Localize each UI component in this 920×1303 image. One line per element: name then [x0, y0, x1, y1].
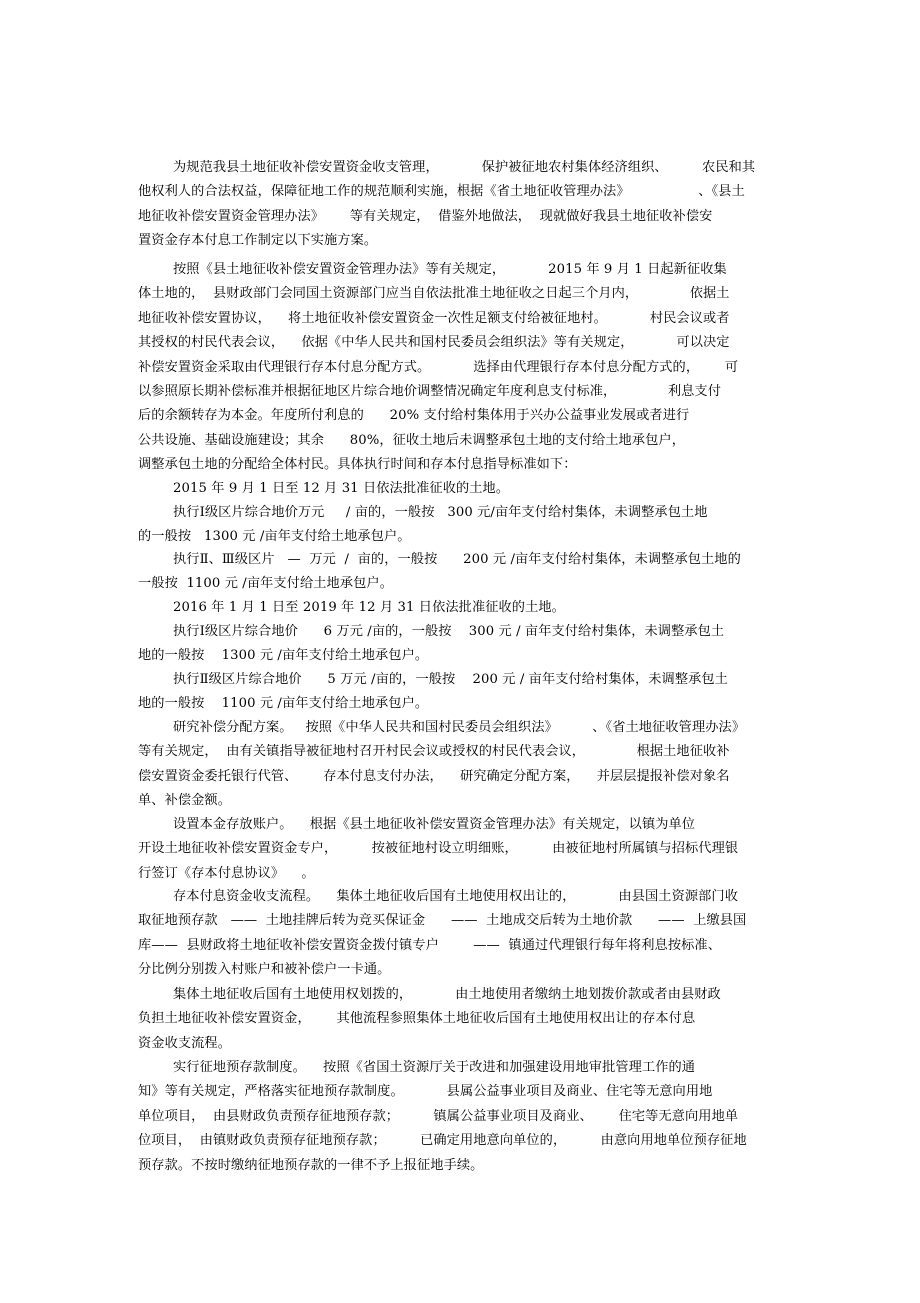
text-line: 以参照原长期补偿标准并根据征地区片综合地价调整情况确定年度利息支付标准， 利息支付: [138, 383, 721, 399]
text-line: 的一般按 1300 元 /亩年支付给土地承包户。: [138, 529, 411, 545]
paragraph-period-2015: [138, 477, 788, 501]
text-line: 2015 年 9 月 1 日至 12 月 31 日依法批准征收的土地。: [173, 481, 510, 496]
text-line: 2016 年 1 月 1 日至 2019 年 12 月 31 日依法批准征收的土地。: [173, 600, 565, 615]
text-line: 地征收补偿安置资金管理办法》 等有关规定， 借鉴外地做法， 现就做好我县土地征收补偿安: [138, 208, 713, 224]
paragraph-period-2016: [138, 596, 788, 620]
text-line: 库—— 县财政将土地征收补偿安置资金拨付镇专户 —— 镇通过代理银行每年将利息按标准、: [138, 937, 721, 953]
text-line: 取征地预存款 —— 土地挂牌后转为竞买保证金 —— 土地成交后转为土地价款 —— 上缴县国: [138, 913, 747, 929]
text-line: 执行Ⅰ级区片综合地价万元 / 亩的，一般按 300 元/亩年支付给村集体，未调整承包土地: [173, 505, 708, 520]
text-line: 行签订《存本付息协议》 。: [138, 865, 315, 881]
text-line: 设置本金存放账户。 根据《县土地征收补偿安置资金管理办法》有关规定，以镇为单位: [173, 817, 696, 832]
text-line: 地的一般按 1300 元 /亩年支付给土地承包户。: [138, 648, 429, 664]
text-line: 置资金存本付息工作制定以下实施方案。: [138, 233, 378, 249]
text-line: 后的余额转存为本金。年度所付利息的 20% 支付给村集体用于兴办公益事业发展或者进行: [138, 408, 690, 424]
text-line: 公共设施、基础设施建设；其余 80%，征收土地后未调整承包土地的支付给土地承包户，: [138, 432, 685, 448]
paragraph-intro: [138, 156, 788, 254]
text-line: 一般按 1100 元 /亩年支付给土地承包户。: [138, 576, 393, 592]
text-line: 单位项目， 由县财政负责预存征地预存款； 镇属公益事业项目及商业、 住宅等无意向用地单: [138, 1108, 739, 1124]
paragraph-fund-flow: [138, 885, 788, 983]
text-line: 他权利人的合法权益，保障征地工作的规范顺利实施，根据《省土地征收管理办法》 、《县土: [138, 184, 745, 200]
text-line: 地征收补偿安置协议， 将土地征收补偿安置资金一次性足额支付给被征地村。 村民会议或者: [138, 310, 730, 326]
text-line: 调整承包土地的分配给全体村民。具体执行时间和存本付息指导标准如下：: [138, 457, 577, 473]
text-line: 执行Ⅱ级区片综合地价 5 万元 /亩的，一般按 200 元 / 亩年支付给村集体，未调整承包土: [173, 672, 728, 687]
text-line: 按照《县土地征收补偿安置资金管理办法》等有关规定， 2015 年 9 月 1 日起新征收集: [173, 262, 727, 277]
text-line: 资金收支流程。: [138, 1035, 232, 1051]
text-line: 执行Ⅰ级区片综合地价 6 万元 /亩的，一般按 300 元 / 亩年支付给村集体，未调整承包土: [173, 624, 725, 639]
text-line: 集体土地征收后国有土地使用权划拨的， 由土地使用者缴纳土地划拨价款或者由县财政: [173, 987, 721, 1002]
text-line: 研究补偿分配方案。 按照《中华人民共和国村民委员会组织法》 、《省土地征收管理办法》: [173, 720, 746, 735]
paragraph-2015-grade23: [138, 548, 788, 597]
text-line: 开设土地征收补偿安置资金专户， 按被征地村设立明细账， 由被征地村所属镇与招标代理银: [138, 841, 739, 857]
text-line: 等有关规定， 由有关镇指导被征地村召开村民会议或授权的村民代表会议， 根据土地征收补: [138, 744, 730, 760]
paragraph-2015-grade1: [138, 501, 788, 550]
text-line: 知》等有关规定，严格落实征地预存款制度。 县属公益事业项目及商业、住宅等无意向用地: [138, 1084, 713, 1100]
paragraph-distribution-plan: [138, 716, 788, 814]
paragraph-allocation-flow: [138, 983, 788, 1056]
text-line: 位项目， 由镇财政负责预存征地预存款； 已确定用地意向单位的， 由意向用地单位预存征地: [138, 1133, 747, 1149]
text-line: 偿安置资金委托银行代管、 存本付息支付办法， 研究确定分配方案， 并层层提报补偿对象名: [138, 768, 730, 784]
text-line: 单、补偿金额。: [138, 793, 232, 809]
text-line: 补偿安置资金采取由代理银行存本付息分配方式。 选择由代理银行存本付息分配方式的， 可: [138, 359, 739, 375]
text-line: 执行Ⅱ、Ⅲ级区片 — 万元 / 亩的，一般按 200 元 /亩年支付给村集体，未调整承包土地的: [173, 552, 741, 567]
paragraph-2016-grade2: [138, 668, 788, 717]
paragraph-prepayment: [138, 1056, 788, 1178]
paragraph-account-setup: [138, 813, 788, 886]
text-line: 为规范我县土地征收补偿安置资金收支管理， 保护被征地农村集体经济组织、 农民和其: [173, 160, 756, 175]
text-line: 预存款。不按时缴纳征地预存款的一律不予上报征地手续。: [138, 1157, 484, 1173]
text-line: 地的一般按 1100 元 /亩年支付给土地承包户。: [138, 696, 429, 712]
text-line: 分比例分别拨入村账户和被补偿户一卡通。: [138, 962, 391, 978]
text-line: 其授权的村民代表会议， 依据《中华人民共和国村民委员会组织法》等有关规定， 可以决定: [138, 335, 730, 351]
text-line: 负担土地征收补偿安置资金， 其他流程参照集体土地征收后国有土地使用权出让的存本付息: [138, 1011, 696, 1027]
text-line: 体土地的， 县财政部门会同国土资源部门应当自依法批准土地征收之日起三个月内， 依据土: [138, 286, 730, 302]
text-line: 存本付息资金收支流程。 集体土地征收后国有土地使用权出让的， 由县国土资源部门收: [173, 889, 739, 904]
paragraph-policy: [138, 258, 788, 478]
paragraph-2016-grade1: [138, 620, 788, 669]
text-line: 实行征地预存款制度。 按照《省国土资源厅关于改进和加强建设用地审批管理工作的通: [173, 1060, 696, 1075]
